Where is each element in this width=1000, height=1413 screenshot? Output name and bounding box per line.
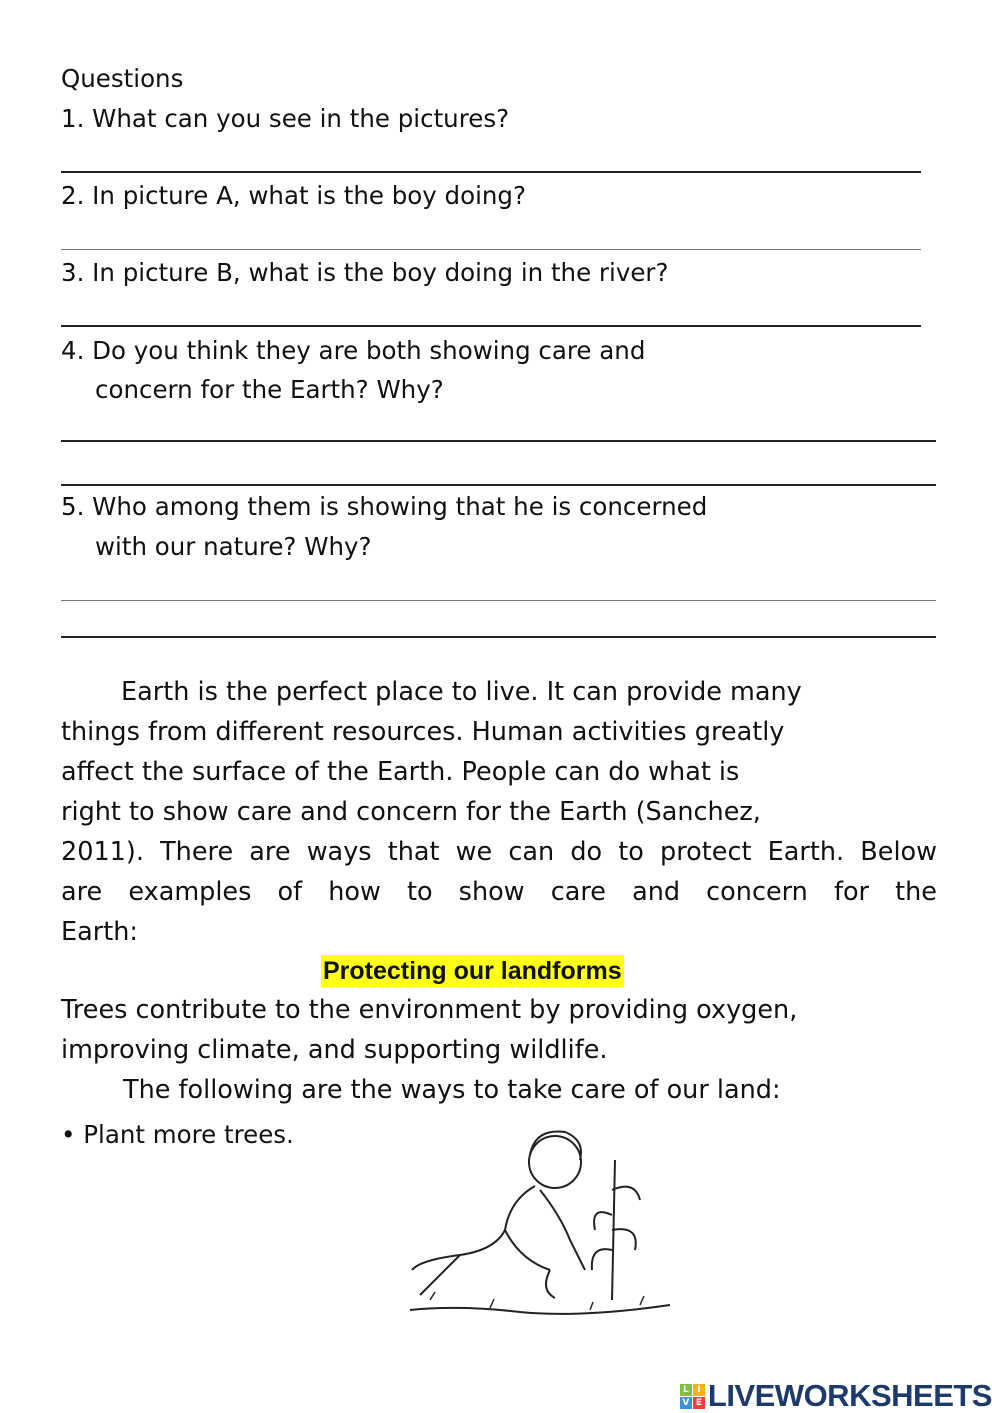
boy-planting-tree-illustration — [400, 1120, 680, 1325]
question-1: 1. What can you see in the pictures? — [61, 104, 510, 133]
paragraph-line: right to show care and concern for the Earth (Sanchez, — [61, 797, 761, 827]
logo-text: LIVEWORKSHEETS — [707, 1378, 992, 1413]
paragraph-line: things from different resources. Human activities greatly — [61, 717, 785, 747]
question-5: 5. Who among them is showing that he is concerned — [61, 492, 708, 521]
paragraph-line: Earth: — [61, 917, 138, 947]
answer-line-2[interactable] — [61, 249, 921, 250]
logo-letter: I — [693, 1384, 705, 1396]
logo-letter: V — [680, 1397, 692, 1409]
question-5-cont: with our nature? Why? — [95, 532, 372, 561]
question-4: 4. Do you think they are both showing care and — [61, 336, 646, 365]
section-text: Trees contribute to the environment by providing oxygen, — [61, 995, 798, 1025]
paragraph-line: affect the surface of the Earth. People can do what is — [61, 757, 740, 787]
answer-line-5b[interactable] — [61, 636, 936, 638]
paragraph-line: Earth is the perfect place to live. It can provide many — [121, 677, 802, 707]
answer-line-3[interactable] — [61, 325, 921, 327]
question-3: 3. In picture B, what is the boy doing in the river? — [61, 258, 669, 287]
liveworksheets-logo — [680, 1378, 992, 1413]
answer-line-4b[interactable] — [61, 484, 936, 486]
questions-heading: Questions — [61, 64, 184, 93]
answer-line-4a[interactable] — [61, 440, 936, 442]
answer-line-5a[interactable] — [61, 600, 936, 601]
logo-letter: L — [680, 1384, 692, 1396]
logo-letter: E — [693, 1397, 705, 1409]
section-heading: Protecting our landforms — [323, 957, 622, 985]
question-4-cont: concern for the Earth? Why? — [95, 375, 444, 404]
question-2: 2. In picture A, what is the boy doing? — [61, 181, 526, 210]
section-text: improving climate, and supporting wildlife. — [61, 1035, 608, 1065]
logo-icon — [680, 1384, 705, 1409]
paragraph-line: 2011). There are ways that we can do to protect Earth. Below — [61, 837, 937, 867]
answer-line-1[interactable] — [61, 171, 921, 173]
bullet-plant-trees: • Plant more trees. — [61, 1120, 294, 1149]
paragraph-line: are examples of how to show care and concern for the — [61, 877, 937, 907]
intro-text: The following are the ways to take care of our land: — [123, 1075, 781, 1105]
